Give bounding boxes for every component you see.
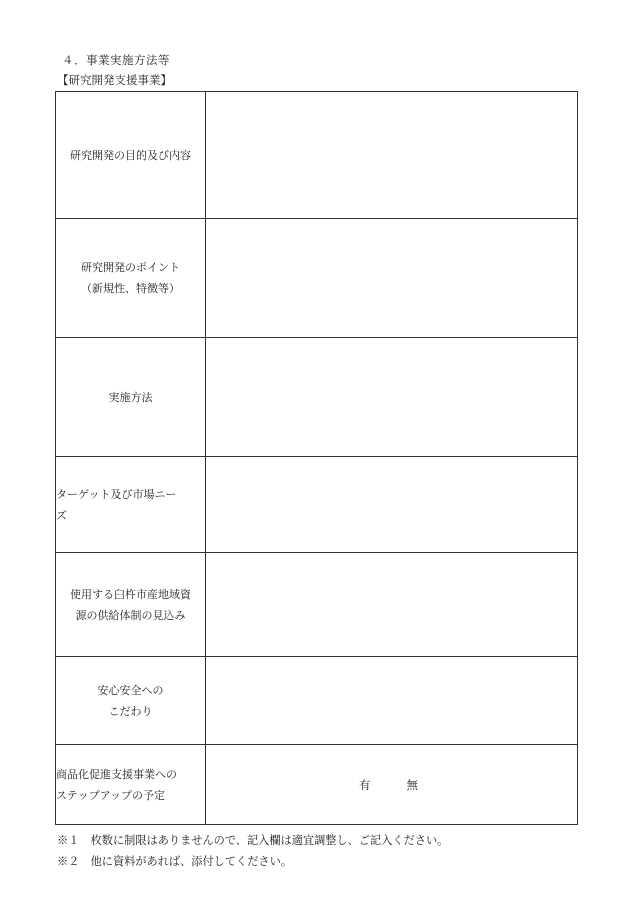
footnotes <box>57 830 448 872</box>
row-label-method <box>56 338 206 457</box>
implementation-method-table <box>55 91 578 825</box>
label-text: 使用する臼杵市産地域資 <box>70 587 191 601</box>
row-label-step-up <box>56 745 206 825</box>
table-row <box>56 745 578 825</box>
label-text: （新規性、特徴等） <box>81 282 180 295</box>
label-text: ズ <box>56 508 67 522</box>
table-row <box>56 219 578 338</box>
label-text: ステップアップの予定 <box>56 788 166 802</box>
table-row <box>56 553 578 657</box>
form-subheading: 【研究開発支援事業】 <box>57 73 172 87</box>
label-text: ターゲット及び市場ニー <box>56 487 177 501</box>
table-row <box>56 92 578 219</box>
label-text: こだわり <box>108 704 153 718</box>
label-text: 商品化促進支援事業への <box>56 767 177 781</box>
section-heading: ４．事業実施方法等 <box>62 53 170 67</box>
table-row <box>56 338 578 457</box>
safety-input-area[interactable] <box>206 657 578 745</box>
method-input-area[interactable] <box>206 338 578 457</box>
choice-yes[interactable]: 有 <box>359 777 371 792</box>
row-label-purpose <box>56 92 206 219</box>
label-text: 源の供給体制の見込み <box>75 608 186 622</box>
label-text: 研究開発の目的及び内容 <box>70 148 191 162</box>
label-text: 研究開発のポイント <box>81 261 180 274</box>
step-up-choice-group <box>206 777 577 793</box>
purpose-input-area[interactable] <box>206 92 578 219</box>
row-label-target-market <box>56 457 206 553</box>
choice-no[interactable]: 無 <box>406 777 418 792</box>
label-text: 実施方法 <box>108 390 153 404</box>
table-row <box>56 457 578 553</box>
footnote-2: ※２ 他に資料があれば、添付してください。 <box>57 855 292 868</box>
table-row <box>56 657 578 745</box>
row-label-safety <box>56 657 206 745</box>
step-up-choice-cell <box>206 745 578 825</box>
footnote-1: ※１ 枚数に制限はありませんので、記入欄は適宜調整し、ご記入ください。 <box>57 834 449 847</box>
label-text: 安心安全への <box>97 683 164 697</box>
points-input-area[interactable] <box>206 219 578 338</box>
resource-supply-input-area[interactable] <box>206 553 578 657</box>
row-label-resource-supply <box>56 553 206 657</box>
target-market-input-area[interactable] <box>206 457 578 553</box>
row-label-points <box>56 219 206 338</box>
